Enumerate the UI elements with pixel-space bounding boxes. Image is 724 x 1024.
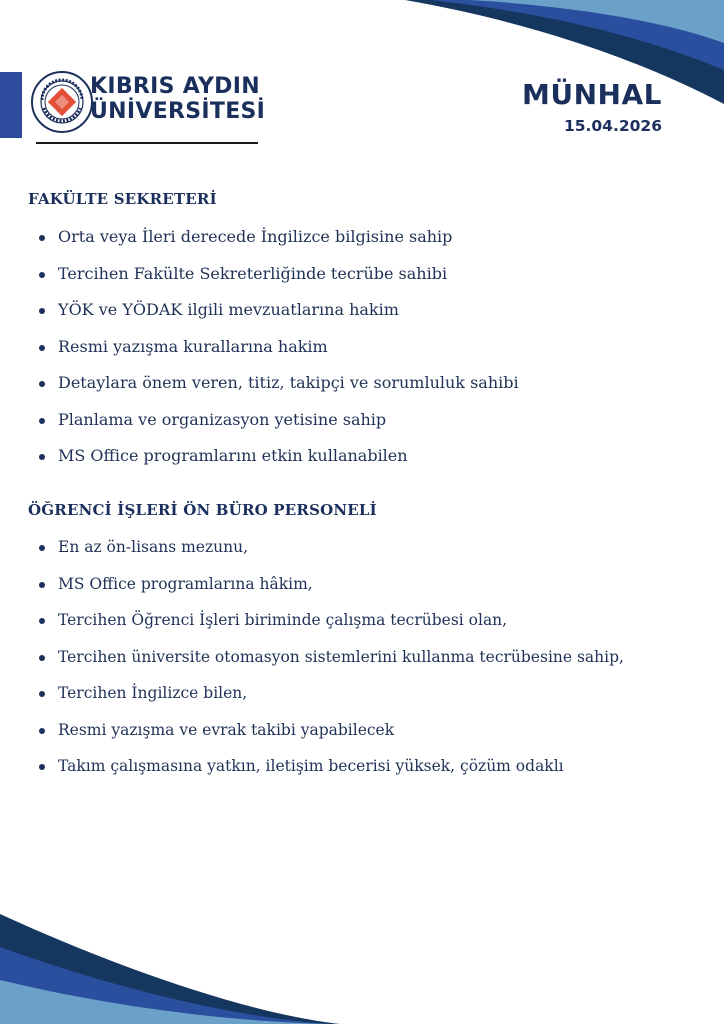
- list-item: [28, 566, 624, 603]
- bullet-icon: [39, 418, 45, 424]
- list-item: [28, 365, 519, 402]
- bullet-icon: [39, 764, 45, 770]
- list-item: [28, 675, 624, 712]
- bullet-icon: [39, 235, 45, 241]
- bullet-icon: [39, 691, 45, 697]
- requirement-text: Planlama ve organizasyon yetisine sahip: [58, 409, 387, 429]
- university-name: [90, 74, 265, 124]
- university-name-line1: KIBRIS AYDIN: [90, 74, 260, 99]
- list-item: [28, 329, 519, 366]
- bullet-icon: [39, 545, 45, 551]
- list-item: [28, 712, 624, 749]
- position-student-affairs-front-office: [28, 501, 624, 785]
- list-item: [28, 219, 519, 256]
- list-item: [28, 292, 519, 329]
- bullet-icon: [39, 308, 45, 314]
- requirement-text: Detaylara önem veren, titiz, takipçi ve sorumluluk sahibi: [58, 373, 519, 392]
- list-item: [28, 402, 519, 439]
- university-name-line2: ÜNİVERSİTESİ: [90, 99, 266, 124]
- requirement-text: Resmi yazışma kurallarına hakim: [58, 336, 328, 356]
- requirement-text: Takım çalışmasına yatkın, iletişim becerisi yüksek, çözüm odaklı: [58, 757, 564, 775]
- list-item: [28, 602, 624, 639]
- requirements-list: [28, 529, 624, 785]
- list-item: [28, 639, 624, 676]
- requirement-text: Tercihen İngilizce bilen,: [58, 684, 248, 702]
- bottom-wave-decoration: [0, 884, 724, 1024]
- logo-underline: [36, 142, 258, 144]
- list-item: [28, 438, 519, 475]
- position-faculty-secretary: [28, 190, 519, 475]
- requirement-text: Tercihen Öğrenci İşleri biriminde çalışma tecrübesi olan,: [58, 611, 508, 629]
- requirements-list: [28, 219, 519, 475]
- bullet-icon: [39, 272, 45, 278]
- bullet-icon: [39, 655, 45, 661]
- list-item: [28, 256, 519, 293]
- requirement-text: MS Office programlarını etkin kullanabilen: [58, 446, 408, 465]
- requirement-text: Resmi yazışma ve evrak takibi yapabilecek: [58, 720, 395, 739]
- bullet-icon: [39, 345, 45, 351]
- bullet-icon: [39, 618, 45, 624]
- requirement-text: MS Office programlarına hâkim,: [58, 574, 313, 593]
- accent-bar: [0, 72, 22, 138]
- list-item: [28, 748, 624, 785]
- university-logo-seal: [30, 70, 94, 134]
- bullet-icon: [39, 454, 45, 460]
- position-heading: ÖĞRENCİ İŞLERİ ÖN BÜRO PERSONELİ: [28, 501, 377, 519]
- requirement-text: Orta veya İleri derecede İngilizce bilgisine sahip: [58, 227, 453, 246]
- list-item: [28, 529, 624, 566]
- requirement-text: Tercihen üniversite otomasyon sistemlerini kullanma tecrübesine sahip,: [58, 647, 624, 666]
- position-heading: FAKÜLTE SEKRETERİ: [28, 190, 217, 208]
- requirement-text: YÖK ve YÖDAK ilgili mevzuatlarına hakim: [58, 300, 399, 319]
- requirement-text: Tercihen Fakülte Sekreterliğinde tecrübe sahibi: [58, 263, 448, 283]
- announcement-title: MÜNHAL: [522, 78, 662, 111]
- bullet-icon: [39, 582, 45, 588]
- bullet-icon: [39, 381, 45, 387]
- announcement-date: 15.04.2026: [563, 117, 662, 135]
- bullet-icon: [39, 728, 45, 734]
- requirement-text: En az ön-lisans mezunu,: [58, 538, 248, 556]
